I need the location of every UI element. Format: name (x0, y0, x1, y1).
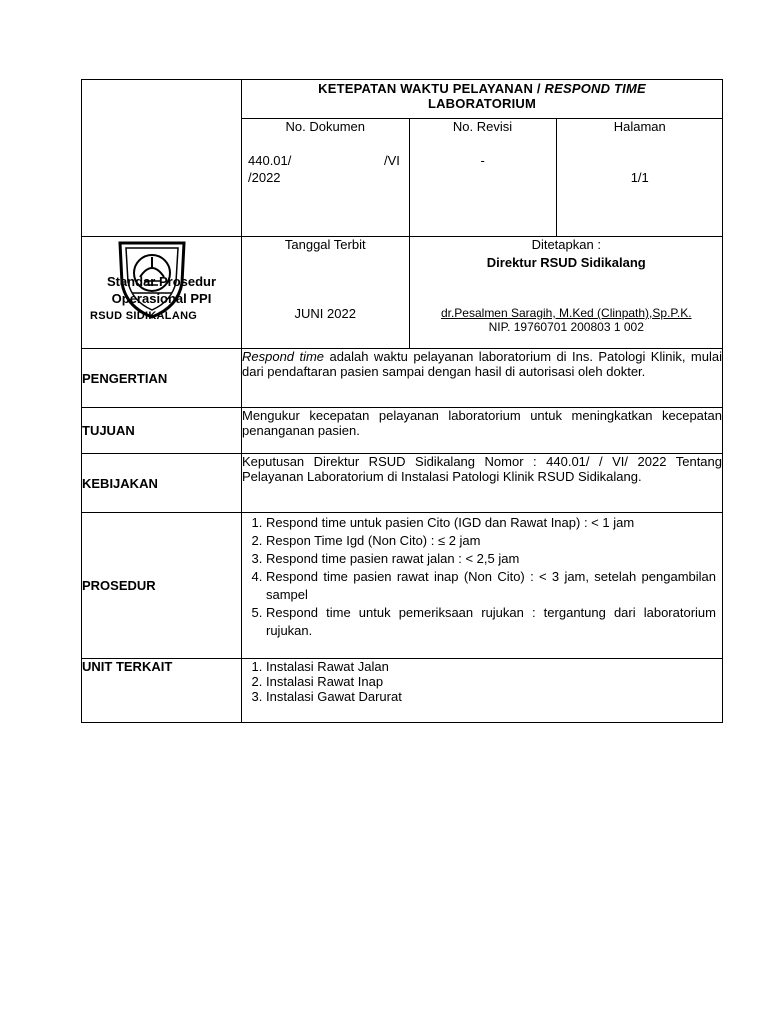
issue-table (242, 237, 723, 348)
director-nip: NIP. 19760701 200803 1 002 (488, 320, 644, 334)
blank-cell (82, 80, 242, 237)
ditetapkan-cell (409, 237, 723, 348)
tanggal-terbit-value: JUNI 2022 (294, 306, 356, 321)
pengertian-term: Respond time (242, 349, 325, 364)
no-revisi-value: - (480, 153, 485, 168)
list-item: 5. Respond time untuk pemeriksaan rujukan : tergantung dari laboratorium rujukan. (266, 604, 716, 640)
unit-terkait-label-text: UNIT TERKAIT (82, 659, 173, 674)
sop-table (81, 79, 723, 723)
unit-terkait-label (82, 659, 242, 723)
tujuan-text-content: Mengukur kecepatan pelayanan laboratorium untuk meningkatkan kecepatan penanganan pasien. (242, 408, 722, 438)
no-dokumen-value: 440.01/ (248, 153, 292, 168)
tujuan-label (82, 408, 242, 454)
pengertian-label (82, 349, 242, 408)
pengertian-text (242, 349, 723, 408)
ditetapkan-label: Ditetapkan : (531, 237, 601, 252)
kebijakan-text (242, 454, 723, 513)
list-item: 3. Instalasi Gawat Darurat (266, 689, 716, 704)
kebijakan-label-text: KEBIJAKAN (82, 475, 158, 491)
logo-line2: Operasional PPI (111, 291, 212, 306)
unit-terkait-content (242, 659, 723, 723)
title-line2: LABORATORIUM (427, 96, 537, 111)
logo-cell (82, 237, 242, 349)
list-item: 4. Respond time pasien rawat inap (Non Cito) : < 3 jam, setelah pengambilan sampel (266, 568, 716, 604)
unit-list (242, 659, 722, 704)
halaman-value: 1/1 (630, 170, 649, 185)
prosedur-list (242, 514, 722, 640)
prosedur-content (242, 513, 723, 659)
no-dokumen-year: /2022 (248, 170, 281, 185)
logo-hospital-name: RSUD SIDIKALANG (90, 310, 198, 322)
tanggal-terbit-cell (242, 237, 409, 348)
document-title (242, 80, 722, 119)
no-revisi-cell (409, 119, 556, 236)
tanggal-terbit-label: Tanggal Terbit (284, 237, 366, 252)
list-item: 3. Respond time pasien rawat jalan : < 2,5 jam (266, 550, 716, 568)
list-item: 1. Respond time untuk pasien Cito (IGD dan Rawat Inap) : < 1 jam (266, 514, 716, 532)
director-name: dr.Pesalmen Saragih, M.Ked (Clinpath),Sp.P.K. (440, 306, 692, 320)
title-main: KETEPATAN WAKTU PELAYANAN / (318, 81, 545, 96)
no-dokumen-month: /VI (384, 153, 400, 168)
list-item: 2. Instalasi Rawat Inap (266, 674, 716, 689)
list-item: 1. Instalasi Rawat Jalan (266, 659, 716, 674)
pengertian-label-text: PENGERTIAN (82, 370, 168, 386)
doc-info-table (242, 119, 723, 236)
director-title: Direktur RSUD Sidikalang (486, 255, 646, 270)
no-dokumen-cell (242, 119, 409, 236)
list-item: 2. Respon Time Igd (Non Cito) : ≤ 2 jam (266, 532, 716, 550)
prosedur-label (82, 513, 242, 659)
halaman-cell (556, 119, 723, 236)
issue-block (242, 237, 723, 349)
kebijakan-text-content: Keputusan Direktur RSUD Sidikalang Nomor : 440.01/ / VI/ 2022 Tentang Pelayanan Laboratorium di Instalasi Patologi Klinik RSUD Sidikalang. (242, 454, 722, 484)
tujuan-text (242, 408, 723, 454)
pengertian-definition: adalah waktu pelayanan laboratorium di Ins. Patologi Klinik, mulai dari pendaftaran pasien sampai dengan hasil di autorisasi oleh dokter. (242, 349, 722, 379)
title-italic: RESPOND TIME (544, 81, 646, 96)
halaman-label: Halaman (613, 119, 666, 134)
prosedur-label-text: PROSEDUR (82, 578, 156, 593)
title-block (242, 80, 723, 237)
tujuan-label-text: TUJUAN (82, 423, 135, 438)
no-dokumen-label: No. Dokumen (285, 119, 365, 134)
kebijakan-label (82, 454, 242, 513)
logo-line1: Standar Prosedur (106, 274, 217, 289)
no-revisi-label: No. Revisi (452, 119, 513, 134)
